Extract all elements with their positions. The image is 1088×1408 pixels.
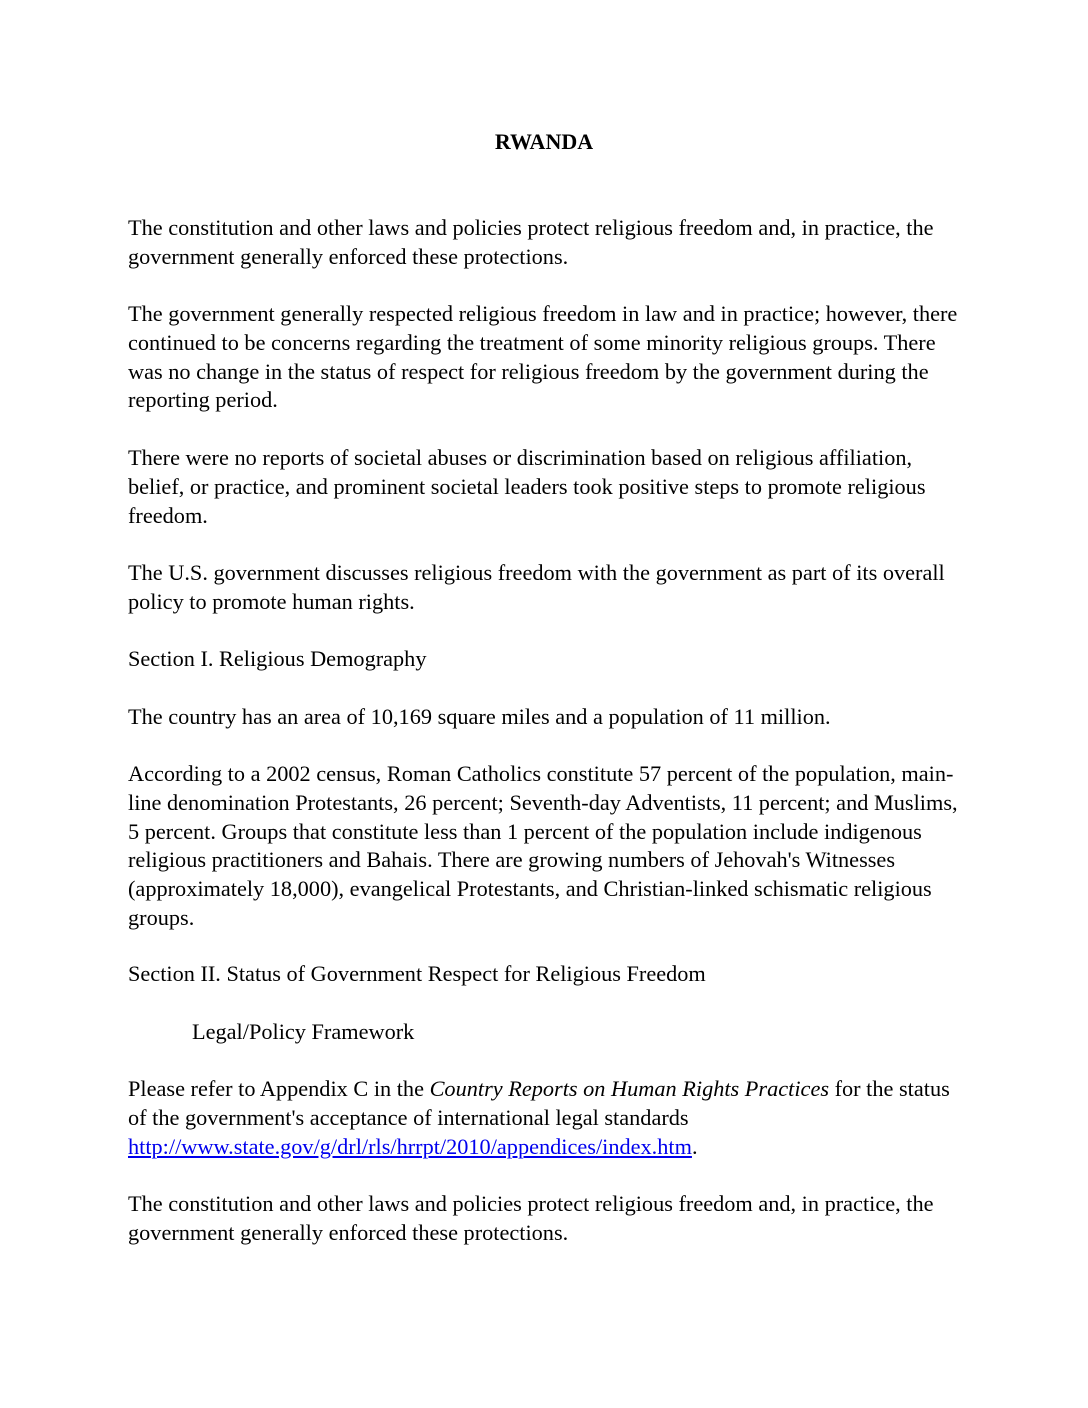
appendices-link[interactable]: http://www.state.gov/g/drl/rls/hrrpt/2010/appendices/index.htm	[128, 1133, 692, 1159]
paragraph-constitution-repeat: The constitution and other laws and policies protect religious freedom and, in practice, the government generally enforced these protections.	[128, 1191, 934, 1245]
paragraph-area-population: The country has an area of 10,169 square miles and a population of 11 million.	[128, 704, 831, 729]
document-title: RWANDA	[494, 129, 594, 154]
appendix-text-middle: for the status of the government's acceptance of international legal standards	[128, 1076, 950, 1130]
subheading-legal-framework: Legal/Policy Framework	[192, 1019, 415, 1044]
appendix-text-start: Please refer to Appendix C in the	[128, 1076, 430, 1101]
paragraph-societal: There were no reports of societal abuses or discrimination based on religious affiliation, belief, or practice, and prominent societal leaders took positive steps to promote religious freedom.	[128, 445, 926, 528]
section-heading-government-respect: Section II. Status of Government Respect for Religious Freedom	[128, 961, 706, 986]
report-title-italic: Country Reports on Human Rights Practices	[429, 1076, 830, 1101]
paragraph-intro: The constitution and other laws and policies protect religious freedom and, in practice, the government generally enforced these protections.	[128, 215, 934, 269]
paragraph-census: According to a 2002 census, Roman Catholics constitute 57 percent of the population, main-line denomination Protestants, 26 percent; Seventh-day Adventists, 11 percent; and Muslims, 5 percent. Groups that constitute less than 1 percent of the population include indigenous religious practitioners and Bahais. There are growing numbers of Jehovah's Witnesses (approximately 18,000), evangelical Protestants, and Christian-linked schismatic religious groups.	[128, 761, 958, 930]
paragraph-government-respect: The government generally respected religious freedom in law and in practice; however, there continued to be concerns regarding the treatment of some minority religious groups. There was no change in the status of respect for religious freedom by the government during the reporting period.	[128, 301, 958, 413]
appendix-text-end: .	[691, 1133, 698, 1159]
paragraph-appendix-reference	[128, 1075, 968, 1161]
section-heading-demography: Section I. Religious Demography	[128, 646, 427, 671]
paragraph-us-government: The U.S. government discusses religious freedom with the government as part of its overall policy to promote human rights.	[128, 560, 945, 614]
